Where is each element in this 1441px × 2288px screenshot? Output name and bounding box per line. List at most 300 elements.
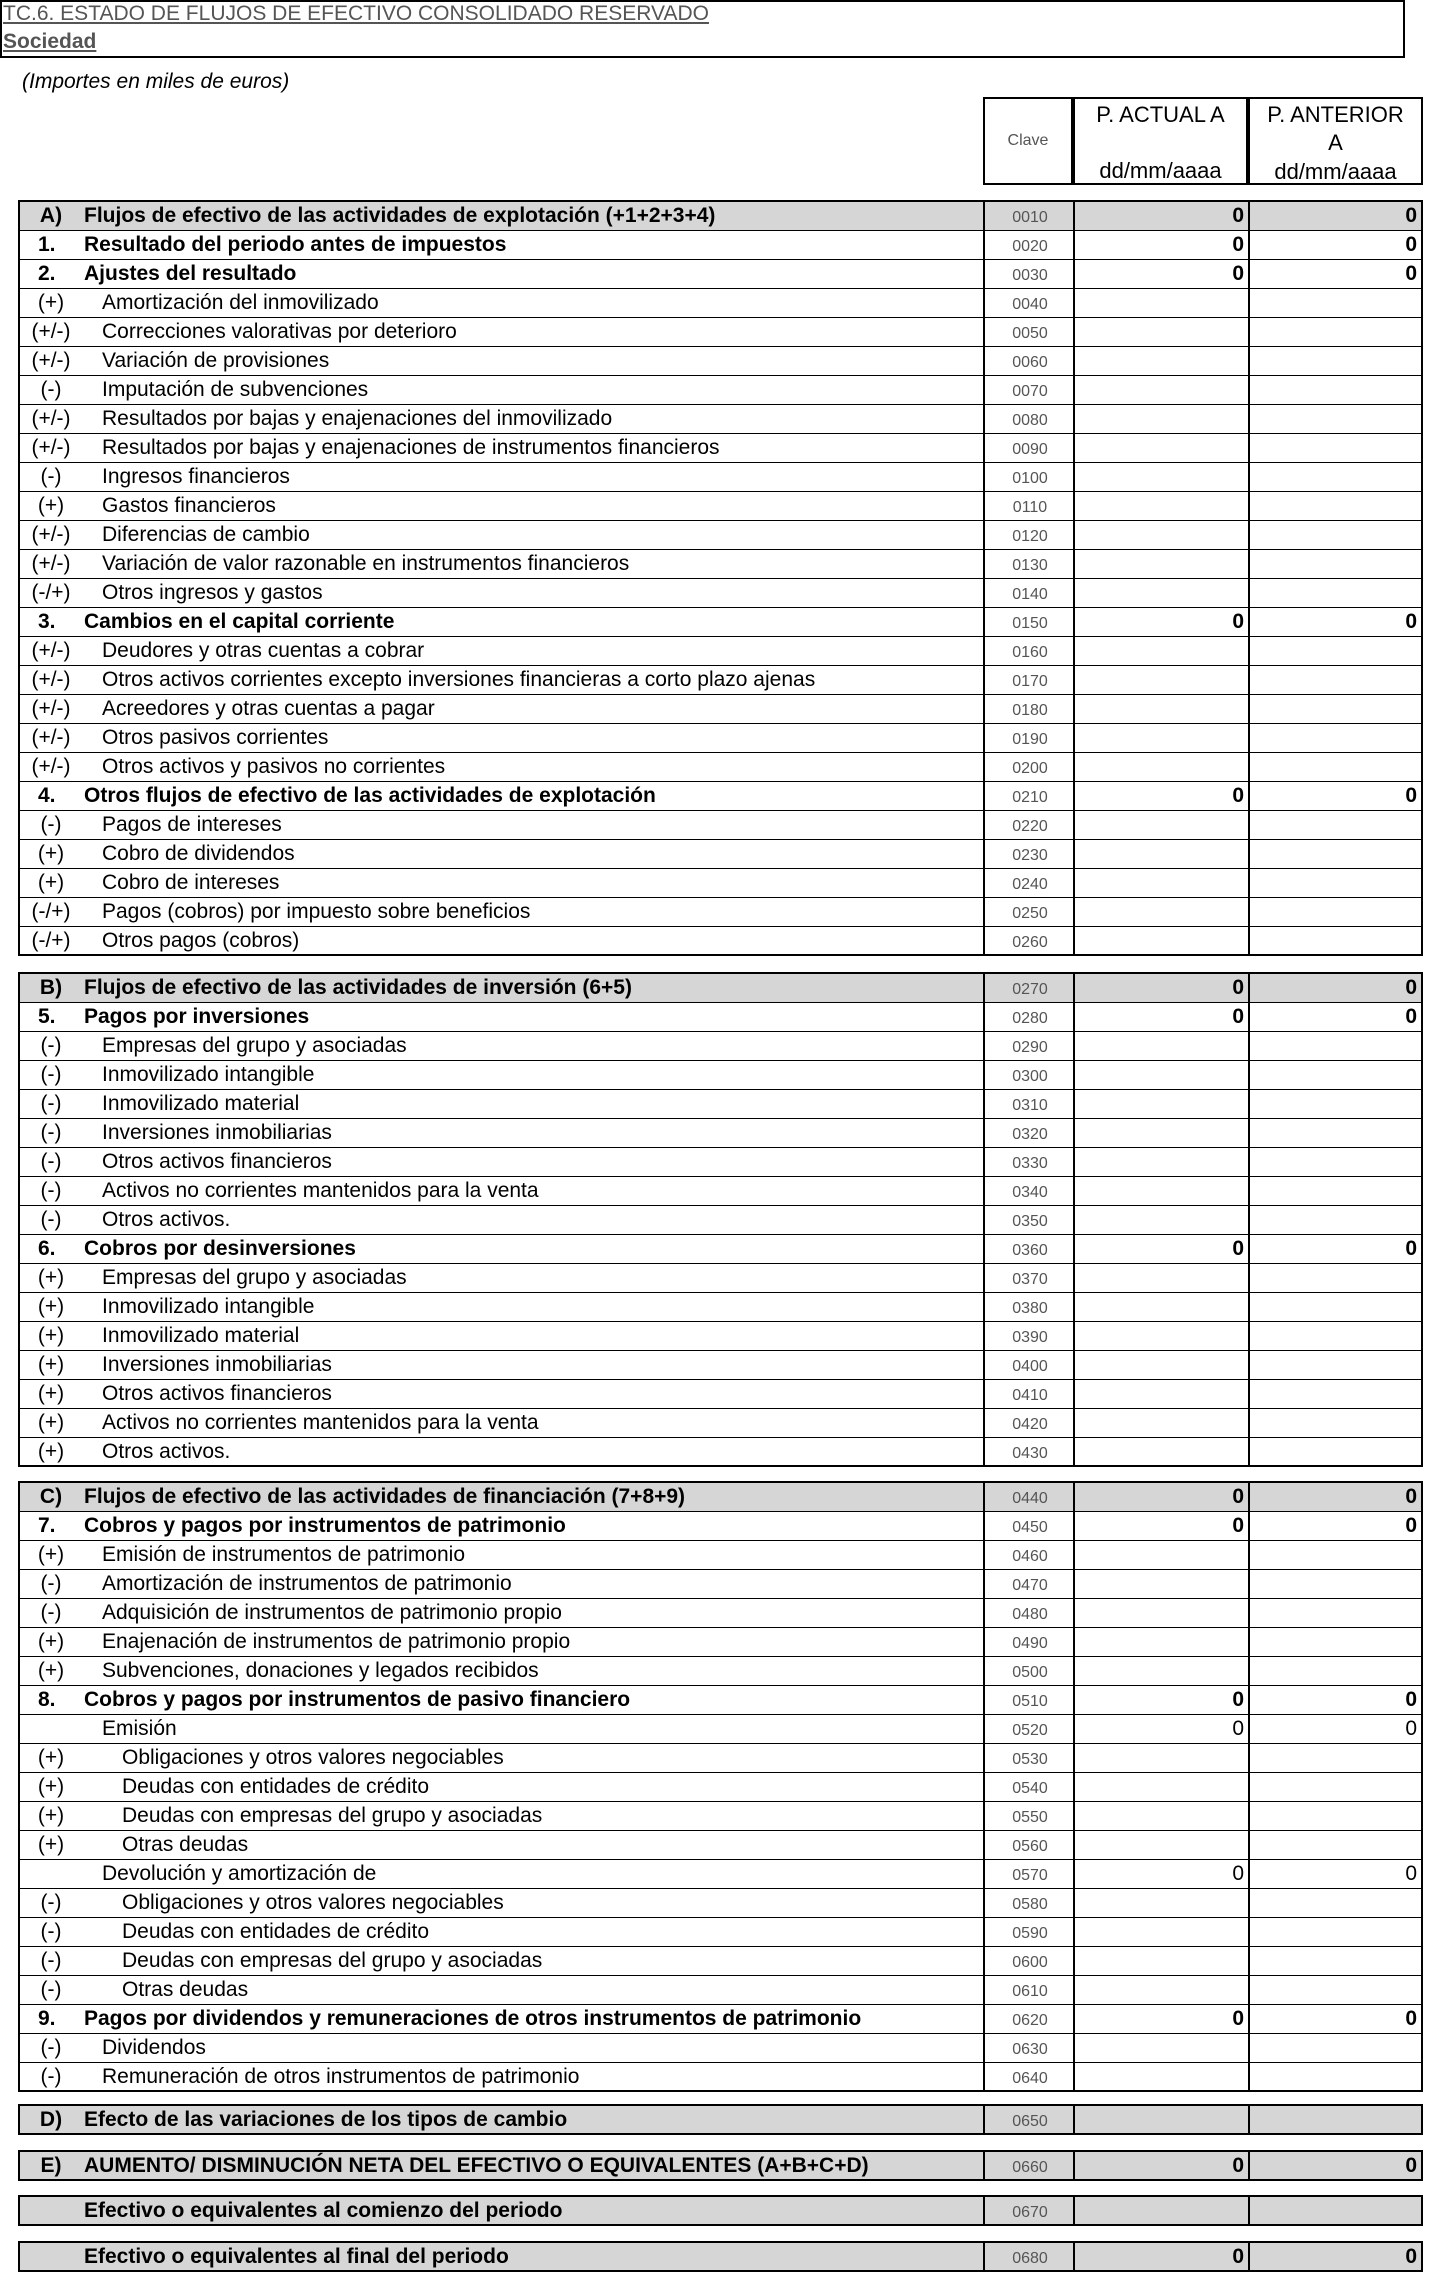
table-row [18,753,1423,782]
value-anterior-cell[interactable] [1248,1976,1421,2004]
row-sign: (-) [40,1978,62,2001]
table-row [18,492,1423,521]
row-sign: (-/+) [31,929,71,952]
row-clave: 0360 [983,1235,1075,1263]
row-label: Inmovilizado material [102,1092,300,1115]
row-clave: 0170 [983,666,1075,694]
value-actual-cell[interactable]: 0 [1073,2152,1248,2179]
value-anterior-cell[interactable]: 0 [1248,1512,1421,1540]
value-anterior-cell[interactable] [1248,1541,1421,1569]
row-sign: (+) [37,1440,65,1463]
table-row [18,318,1423,347]
value-anterior-cell[interactable] [1248,753,1421,781]
value-anterior-cell[interactable] [1248,1409,1421,1437]
table-row [18,1860,1423,1889]
row-label: Adquisición de instrumentos de patrimonio propio [102,1601,562,1624]
row-sign: (+/-) [31,726,71,749]
row-label: Cobros y pagos por instrumentos de pasivo financiero [84,1688,631,1711]
value-actual-cell[interactable] [1073,550,1248,578]
table-row [18,869,1423,898]
row-clave: 0270 [983,974,1075,1002]
value-anterior-cell[interactable] [1248,637,1421,665]
row-label: Empresas del grupo y asociadas [102,1034,407,1057]
row-clave: 0130 [983,550,1075,578]
row-clave: 0190 [983,724,1075,752]
value-actual-cell[interactable] [1073,2034,1248,2062]
row-label: Acreedores y otras cuentas a pagar [102,697,435,720]
row-sign: 6. [38,1237,56,1260]
value-anterior-cell[interactable] [1248,2034,1421,2062]
value-anterior-cell[interactable] [1248,521,1421,549]
value-anterior-cell[interactable] [1248,898,1421,926]
value-actual-cell[interactable] [1073,1032,1248,1060]
value-anterior-cell[interactable] [1248,289,1421,317]
table-row [18,927,1423,956]
value-anterior-cell[interactable] [1248,1918,1421,1946]
row-clave: 0080 [983,405,1075,433]
row-clave: 0650 [983,2106,1075,2133]
value-anterior-cell[interactable]: 0 [1248,1715,1421,1743]
value-anterior-cell[interactable] [1248,1657,1421,1685]
value-anterior-cell[interactable]: 0 [1248,1483,1421,1511]
row-clave: 0050 [983,318,1075,346]
row-label: AUMENTO/ DISMINUCIÓN NETA DEL EFECTIVO O EQUIVALENTES (A+B+C+D) [84,2154,869,2177]
table-row [18,1657,1423,1686]
value-anterior-cell[interactable] [1248,1264,1421,1292]
value-actual-cell[interactable] [1073,1976,1248,2004]
row-clave: 0460 [983,1541,1075,1569]
value-actual-cell[interactable]: 0 [1073,608,1248,636]
value-actual-cell[interactable]: 0 [1073,1483,1248,1511]
value-actual-cell[interactable] [1073,927,1248,954]
value-actual-cell[interactable] [1073,318,1248,346]
row-label: Inmovilizado material [102,1324,300,1347]
value-anterior-cell[interactable]: 0 [1248,202,1421,230]
row-clave: 0520 [983,1715,1075,1743]
value-anterior-cell[interactable]: 0 [1248,2152,1421,2179]
row-clave: 0120 [983,521,1075,549]
value-actual-cell[interactable]: 0 [1073,1860,1248,1888]
row-clave: 0180 [983,695,1075,723]
row-label: Flujos de efectivo de las actividades de explotación (+1+2+3+4) [84,204,716,227]
value-anterior-cell[interactable] [1248,1831,1421,1859]
value-anterior-cell[interactable] [1248,1744,1421,1772]
row-label: Dividendos [102,2036,206,2059]
table-row [18,1177,1423,1206]
row-sign: (+) [37,1630,65,1653]
value-anterior-cell[interactable]: 0 [1248,782,1421,810]
row-sign: (-) [40,1179,62,1202]
value-actual-cell[interactable]: 0 [1073,2005,1248,2033]
table-row [18,463,1423,492]
row-sign: (-) [40,1150,62,1173]
value-anterior-cell[interactable] [1248,579,1421,607]
row-label: Variación de provisiones [102,349,330,372]
value-actual-cell[interactable] [1073,1889,1248,1917]
row-clave: 0450 [983,1512,1075,1540]
row-label: Otros pasivos corrientes [102,726,329,749]
row-clave: 0420 [983,1409,1075,1437]
table-row [18,1947,1423,1976]
table-row [18,1148,1423,1177]
value-anterior-cell[interactable] [1248,1599,1421,1627]
value-actual-cell[interactable] [1073,492,1248,520]
row-label: Deudores y otras cuentas a cobrar [102,639,425,662]
table-row [18,2005,1423,2034]
row-label: Amortización del inmovilizado [102,291,379,314]
row-sign: 1. [38,233,56,256]
value-actual-cell[interactable] [1073,405,1248,433]
value-anterior-cell[interactable] [1248,724,1421,752]
row-sign: (+) [37,1833,65,1856]
row-clave: 0440 [983,1483,1075,1511]
value-actual-cell[interactable] [1073,579,1248,607]
anterior-header-line1: P. ANTERIOR [1267,102,1404,127]
row-label: Variación de valor razonable en instrumentos financieros [102,552,630,575]
row-sign: D) [39,2108,63,2131]
row-sign: (-/+) [31,581,71,604]
value-actual-cell[interactable]: 0 [1073,1003,1248,1031]
value-anterior-cell[interactable] [1248,347,1421,375]
row-sign: (+/-) [31,697,71,720]
row-sign: (-) [40,1572,62,1595]
row-label: Inversiones inmobiliarias [102,1353,332,1376]
row-sign: (-) [40,465,62,488]
row-label: Cobro de intereses [102,871,280,894]
value-actual-cell[interactable]: 0 [1073,974,1248,1002]
value-actual-cell[interactable]: 0 [1073,782,1248,810]
row-sign: (-) [40,1121,62,1144]
row-sign: (+) [37,1543,65,1566]
value-anterior-cell[interactable] [1248,1322,1421,1350]
report-title: TC.6. ESTADO DE FLUJOS DE EFECTIVO CONSOLIDADO RESERVADO [3,2,709,25]
value-anterior-cell[interactable] [1248,492,1421,520]
row-clave: 0610 [983,1976,1075,2004]
row-label: Otros ingresos y gastos [102,581,323,604]
value-anterior-cell[interactable] [1248,1773,1421,1801]
table-row [18,1976,1423,2005]
row-sign: (+) [37,1411,65,1434]
row-sign: (+/-) [31,668,71,691]
value-actual-cell[interactable] [1073,1293,1248,1321]
row-sign [20,2197,82,2224]
row-clave: 0660 [983,2152,1075,2179]
value-anterior-cell[interactable] [1248,2106,1421,2133]
value-anterior-cell[interactable] [1248,1947,1421,1975]
value-actual-cell[interactable] [1073,1090,1248,1118]
value-anterior-cell[interactable]: 0 [1248,1003,1421,1031]
value-actual-cell[interactable] [1073,289,1248,317]
row-label: Gastos financieros [102,494,276,517]
table-row [18,1512,1423,1541]
value-actual-cell[interactable] [1073,811,1248,839]
value-actual-cell[interactable] [1073,1438,1248,1465]
value-actual-cell[interactable] [1073,1380,1248,1408]
row-label: Otros pagos (cobros) [102,929,300,952]
row-sign: (+) [37,494,65,517]
row-sign: (+) [37,1382,65,1405]
row-label: Otros activos y pasivos no corrientes [102,755,446,778]
value-actual-cell[interactable] [1073,637,1248,665]
row-clave: 0070 [983,376,1075,404]
value-actual-cell[interactable] [1073,347,1248,375]
value-actual-cell[interactable] [1073,1599,1248,1627]
row-clave: 0530 [983,1744,1075,1772]
value-actual-cell[interactable]: 0 [1073,260,1248,288]
value-actual-cell[interactable]: 0 [1073,1512,1248,1540]
value-anterior-cell[interactable] [1248,1570,1421,1598]
value-anterior-cell[interactable] [1248,550,1421,578]
value-actual-cell[interactable] [1073,376,1248,404]
row-clave: 0670 [983,2197,1075,2224]
value-actual-cell[interactable] [1073,2106,1248,2133]
row-label: Emisión de instrumentos de patrimonio [102,1543,466,1566]
value-actual-cell[interactable] [1073,1322,1248,1350]
value-anterior-cell[interactable] [1248,1380,1421,1408]
row-label: Deudas con empresas del grupo y asociadas [122,1949,543,1972]
value-actual-cell[interactable] [1073,1351,1248,1379]
value-anterior-cell[interactable] [1248,318,1421,346]
table-row [18,1293,1423,1322]
row-sign: E) [40,2154,62,2177]
row-label: Pagos (cobros) por impuesto sobre beneficios [102,900,531,923]
value-anterior-cell[interactable]: 0 [1248,2243,1421,2270]
value-actual-cell[interactable] [1073,1947,1248,1975]
row-label: Devolución y amortización de [102,1862,377,1885]
row-sign: (-) [40,813,62,836]
row-label: Ajustes del resultado [84,262,297,285]
value-anterior-cell[interactable] [1248,927,1421,954]
row-label: Flujos de efectivo de las actividades de financiación (7+8+9) [84,1485,686,1508]
value-actual-cell[interactable] [1073,666,1248,694]
value-anterior-cell[interactable] [1248,1148,1421,1176]
row-clave: 0220 [983,811,1075,839]
table-row [18,1686,1423,1715]
value-actual-cell[interactable] [1073,1628,1248,1656]
value-anterior-cell[interactable] [1248,434,1421,462]
row-sign: 5. [38,1005,56,1028]
row-sign: (+) [37,1266,65,1289]
value-actual-cell[interactable] [1073,1206,1248,1234]
value-anterior-cell[interactable]: 0 [1248,231,1421,259]
row-sign [20,2243,82,2270]
value-anterior-cell[interactable]: 0 [1248,2005,1421,2033]
value-actual-cell[interactable] [1073,1918,1248,1946]
row-sign: (-) [40,2036,62,2059]
table-row [18,405,1423,434]
row-label: Inmovilizado intangible [102,1295,315,1318]
value-actual-cell[interactable] [1073,1831,1248,1859]
table-row [18,1235,1423,1264]
table-row [18,434,1423,463]
row-label: Resultados por bajas y enajenaciones del inmovilizado [102,407,613,430]
row-clave: 0350 [983,1206,1075,1234]
row-clave: 0310 [983,1090,1075,1118]
row-sign: (+) [37,1775,65,1798]
value-anterior-cell[interactable] [1248,1351,1421,1379]
row-clave: 0100 [983,463,1075,491]
value-anterior-cell[interactable] [1248,1032,1421,1060]
table-row [18,1541,1423,1570]
anterior-header-line3: dd/mm/aaaa [1274,159,1397,184]
value-actual-cell[interactable] [1073,1657,1248,1685]
value-anterior-cell[interactable] [1248,1889,1421,1917]
row-label: Pagos por inversiones [84,1005,310,1028]
table-row [18,1918,1423,1947]
value-actual-cell[interactable] [1073,695,1248,723]
row-sign: (+/-) [31,407,71,430]
anterior-header-line2: A [1328,130,1343,155]
table-row [18,1628,1423,1657]
value-actual-cell[interactable]: 0 [1073,2243,1248,2270]
row-sign [20,1860,82,1888]
row-sign: (-) [40,1891,62,1914]
table-row [18,1003,1423,1032]
value-anterior-cell[interactable]: 0 [1248,608,1421,636]
row-label: Cobros por desinversiones [84,1237,356,1260]
row-label: Deudas con empresas del grupo y asociadas [122,1804,543,1827]
value-actual-cell[interactable] [1073,463,1248,491]
value-anterior-cell[interactable] [1248,1438,1421,1465]
row-label: Correcciones valorativas por deterioro [102,320,457,343]
row-label: Efectivo o equivalentes al final del periodo [84,2245,509,2268]
row-clave: 0090 [983,434,1075,462]
value-anterior-cell[interactable]: 0 [1248,260,1421,288]
value-actual-cell[interactable]: 0 [1073,202,1248,230]
value-actual-cell[interactable]: 0 [1073,231,1248,259]
value-anterior-cell[interactable] [1248,405,1421,433]
row-sign: (+) [37,842,65,865]
row-label: Resultado del periodo antes de impuestos [84,233,507,256]
value-actual-cell[interactable]: 0 [1073,1715,1248,1743]
row-clave: 0110 [983,492,1075,520]
value-actual-cell[interactable] [1073,521,1248,549]
row-label: Cambios en el capital corriente [84,610,395,633]
table-row [18,1483,1423,1512]
value-anterior-cell[interactable] [1248,1206,1421,1234]
value-actual-cell[interactable] [1073,1119,1248,1147]
value-actual-cell[interactable] [1073,2197,1248,2224]
value-anterior-cell[interactable] [1248,1293,1421,1321]
value-anterior-cell[interactable] [1248,463,1421,491]
value-anterior-cell[interactable] [1248,376,1421,404]
value-anterior-cell[interactable] [1248,1119,1421,1147]
value-anterior-cell[interactable] [1248,2197,1421,2224]
row-label: Resultados por bajas y enajenaciones de instrumentos financieros [102,436,720,459]
value-actual-cell[interactable] [1073,1802,1248,1830]
value-actual-cell[interactable] [1073,753,1248,781]
row-clave: 0260 [983,927,1075,954]
value-actual-cell[interactable] [1073,1773,1248,1801]
row-sign: (+) [37,1353,65,1376]
row-clave: 0140 [983,579,1075,607]
value-anterior-cell[interactable] [1248,1802,1421,1830]
table-row [18,1032,1423,1061]
value-actual-cell[interactable] [1073,1570,1248,1598]
value-anterior-cell[interactable] [1248,840,1421,868]
table-row [18,666,1423,695]
value-actual-cell[interactable] [1073,1744,1248,1772]
table-row [18,1409,1423,1438]
value-actual-cell[interactable] [1073,1264,1248,1292]
value-actual-cell[interactable] [1073,898,1248,926]
row-sign: (+/-) [31,436,71,459]
row-clave: 0040 [983,289,1075,317]
table-row [18,231,1423,260]
value-anterior-cell[interactable] [1248,1177,1421,1205]
value-anterior-cell[interactable]: 0 [1248,974,1421,1002]
row-clave: 0570 [983,1860,1075,1888]
table-row [18,579,1423,608]
row-sign: (+) [37,291,65,314]
row-sign: (-) [40,1092,62,1115]
value-anterior-cell[interactable]: 0 [1248,1235,1421,1263]
row-clave: 0630 [983,2034,1075,2062]
table-row [18,1090,1423,1119]
value-actual-cell[interactable] [1073,1409,1248,1437]
value-actual-cell[interactable] [1073,434,1248,462]
value-actual-cell[interactable] [1073,1061,1248,1089]
row-clave: 0320 [983,1119,1075,1147]
value-anterior-cell[interactable] [1248,695,1421,723]
row-label: Activos no corrientes mantenidos para la venta [102,1411,539,1434]
row-clave: 0230 [983,840,1075,868]
value-anterior-cell[interactable] [1248,1628,1421,1656]
table-row [18,1570,1423,1599]
row-clave: 0480 [983,1599,1075,1627]
row-label: Otros flujos de efectivo de las actividades de explotación [84,784,656,807]
table-row [18,782,1423,811]
row-sign: 2. [38,262,56,285]
value-actual-cell[interactable]: 0 [1073,1235,1248,1263]
value-actual-cell[interactable] [1073,1148,1248,1176]
row-clave: 0330 [983,1148,1075,1176]
value-actual-cell[interactable] [1073,840,1248,868]
table-row [18,1889,1423,1918]
value-anterior-cell[interactable]: 0 [1248,1860,1421,1888]
value-anterior-cell[interactable] [1248,666,1421,694]
row-label: Deudas con entidades de crédito [122,1775,430,1798]
actual-header-line2: dd/mm/aaaa [1099,158,1222,183]
value-anterior-cell[interactable] [1248,2063,1421,2090]
table-row [18,1831,1423,1860]
value-anterior-cell[interactable] [1248,811,1421,839]
row-clave: 0210 [983,782,1075,810]
value-anterior-cell[interactable] [1248,869,1421,897]
row-clave: 0340 [983,1177,1075,1205]
value-actual-cell[interactable] [1073,1541,1248,1569]
table-row [18,1380,1423,1409]
table-row [18,1599,1423,1628]
value-actual-cell[interactable] [1073,2063,1248,2090]
row-label: Imputación de subvenciones [102,378,369,401]
table-row [18,695,1423,724]
row-label: Deudas con entidades de crédito [122,1920,430,1943]
value-actual-cell[interactable] [1073,869,1248,897]
actual-header-line1: P. ACTUAL A [1096,102,1225,127]
value-anterior-cell[interactable] [1248,1061,1421,1089]
value-anterior-cell[interactable]: 0 [1248,1686,1421,1714]
row-clave: 0430 [983,1438,1075,1465]
row-clave: 0410 [983,1380,1075,1408]
value-actual-cell[interactable] [1073,724,1248,752]
row-sign: (-) [40,1601,62,1624]
table-row [18,840,1423,869]
value-actual-cell[interactable]: 0 [1073,1686,1248,1714]
value-actual-cell[interactable] [1073,1177,1248,1205]
value-anterior-cell[interactable] [1248,1090,1421,1118]
row-label: Subvenciones, donaciones y legados recibidos [102,1659,539,1682]
